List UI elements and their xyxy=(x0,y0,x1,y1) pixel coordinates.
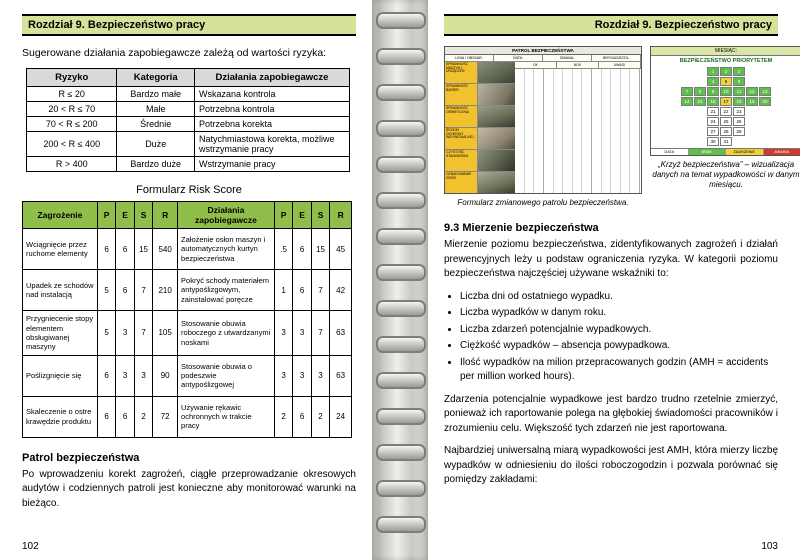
cross-cell-blank xyxy=(746,117,758,126)
cell-e: 6 xyxy=(116,229,134,270)
cell-s: 7 xyxy=(134,270,152,311)
patrol-figure-caption: Formularz zmianowego patrolu bezpieczeństwa. xyxy=(457,198,629,207)
cross-cell: 14 xyxy=(681,97,693,106)
cell-action: Wstrzymanie pracy xyxy=(194,157,349,172)
page-number-left: 102 xyxy=(22,541,39,552)
cross-grid xyxy=(681,67,771,146)
cell-e: 6 xyxy=(116,396,134,437)
cross-cell: 24 xyxy=(707,117,719,126)
cell-s2: 7 xyxy=(311,270,329,311)
cross-cell: 28 xyxy=(720,127,732,136)
measuring-paragraph-1: Mierzenie poziomu bezpieczeństwa, zidentyfikowanych zagrożeń i działań prewencyjnych leży u podstaw ograniczenia ryzyka. W kategorii poziomu bezpieczeństwa najczęściej używane wskaźniki to: xyxy=(444,239,778,279)
cell-risk: 200 < R ≤ 400 xyxy=(27,132,117,157)
cross-cell-blank xyxy=(681,137,693,146)
patrol-photo xyxy=(478,128,515,149)
cell-action: Potrzebna kontrola xyxy=(194,102,349,117)
r2-col-header: R xyxy=(330,202,352,229)
cross-cell-blank xyxy=(759,77,771,86)
cross-cell: 27 xyxy=(707,127,719,136)
cell-p: 6 xyxy=(97,396,115,437)
patrol-col-nok: NOK xyxy=(557,62,599,68)
cell-p2: 1 xyxy=(274,270,292,311)
cell-risk: 70 < R ≤ 200 xyxy=(27,117,117,132)
cell-category: Bardzo duże xyxy=(117,157,195,172)
patrol-col-ok: OK xyxy=(515,62,557,68)
e-col-header: E xyxy=(116,202,134,229)
cell-s2: 7 xyxy=(311,311,329,356)
patrol-foreman-field: BRYGADZISTA: xyxy=(592,55,641,61)
cross-cell-blank xyxy=(746,127,758,136)
cell-r: 105 xyxy=(153,311,178,356)
cell-r2: 42 xyxy=(330,270,352,311)
cell-p: 5 xyxy=(97,270,115,311)
cell-r2: 63 xyxy=(330,355,352,396)
cross-cell-blank xyxy=(681,67,693,76)
cross-cell: 19 xyxy=(746,97,758,106)
patrol-photo xyxy=(478,62,515,83)
cell-category: Małe xyxy=(117,102,195,117)
s2-col-header: S xyxy=(311,202,329,229)
cell-p2: 3 xyxy=(274,355,292,396)
cross-cell: 10 xyxy=(720,87,732,96)
cross-cell: 26 xyxy=(733,117,745,126)
patrol-photo-row xyxy=(445,172,515,193)
spiral-coil xyxy=(376,262,424,280)
table-row xyxy=(27,87,350,102)
table-row xyxy=(27,117,350,132)
cell-risk: R > 400 xyxy=(27,157,117,172)
cross-cell-blank xyxy=(694,137,706,146)
cross-cell: 3 xyxy=(733,67,745,76)
table-row xyxy=(27,157,350,172)
spiral-coil xyxy=(376,10,424,28)
cell-r2: 45 xyxy=(330,229,352,270)
cell-r2: 63 xyxy=(330,311,352,356)
legend-none: BRAK xyxy=(689,149,727,155)
cross-cell: 12 xyxy=(746,87,758,96)
cross-cell-blank xyxy=(694,77,706,86)
patrol-photo-row xyxy=(445,150,515,172)
page-number-right: 103 xyxy=(761,541,778,552)
patrol-row-caption: SPRAWNOŚĆ MASZYN I URZĄDZEŃ xyxy=(445,62,478,83)
cross-cell: 2 xyxy=(720,67,732,76)
cell-s2: 3 xyxy=(311,355,329,396)
risk-score-form-table xyxy=(22,201,352,438)
patrol-photo xyxy=(478,150,515,171)
cross-cell: 17 xyxy=(720,97,732,106)
table-row xyxy=(23,270,352,311)
patrol-row-caption: SPRAWNOŚĆ BARIER xyxy=(445,84,478,105)
cell-category: Bardzo małe xyxy=(117,87,195,102)
cross-cell-blank xyxy=(681,77,693,86)
cross-cell-blank xyxy=(746,107,758,116)
cross-cell-blank xyxy=(694,117,706,126)
cell-s: 3 xyxy=(134,355,152,396)
cross-cell-blank xyxy=(759,127,771,136)
legend-date: DATA xyxy=(651,149,689,155)
indicators-list xyxy=(460,290,778,385)
cell-action: Stosowanie obuwia roboczego z utwardzanymi noskami xyxy=(178,311,275,356)
cell-s: 15 xyxy=(134,229,152,270)
cell-hazard: Poślizgnięcie się xyxy=(23,355,98,396)
patrol-section-title: Patrol bezpieczeństwa xyxy=(22,451,140,464)
cell-p: 6 xyxy=(97,355,115,396)
cell-r: 90 xyxy=(153,355,178,396)
spiral-coil xyxy=(376,82,424,100)
list-item: • Ilość wypadków na milion przepracowanych godzin (AMH = accidents per million worked hours). xyxy=(460,356,778,385)
spiral-coil xyxy=(376,298,424,316)
cell-risk: R ≤ 20 xyxy=(27,87,117,102)
cell-category: Duże xyxy=(117,132,195,157)
cell-p2: .5 xyxy=(274,229,292,270)
p-col-header: P xyxy=(97,202,115,229)
cross-figure-caption: „Krzyż bezpieczeństwa” – wizualizacja danych na temat wypadkowości w danym miesiącu. xyxy=(652,160,800,189)
cell-e: 3 xyxy=(116,355,134,396)
cell-e: 6 xyxy=(116,270,134,311)
spiral-coil xyxy=(376,442,424,460)
cross-legend xyxy=(651,148,800,155)
figures-row xyxy=(444,46,800,208)
cell-p2: 2 xyxy=(274,396,292,437)
cross-cell: 18 xyxy=(733,97,745,106)
category-col-header: Kategoria xyxy=(117,69,195,87)
cross-cell-blank xyxy=(694,127,706,136)
cell-s2: 2 xyxy=(311,396,329,437)
patrol-section-body: Po wprowadzeniu korekt zagrożeń, ciągłe przeprowadzanie okresowych audytów i codziennych patroli jest konieczne aby monitorować warunki na bieżąco. xyxy=(22,468,356,509)
cell-p: 6 xyxy=(97,229,115,270)
risk-col-header: Ryzyko xyxy=(27,69,117,87)
cell-action: Natychmiastowa korekta, możliwe wstrzymanie pracy xyxy=(194,132,349,157)
table-header-row xyxy=(27,69,350,87)
legend-failure: AWARIA xyxy=(764,149,800,155)
r-col-header: R xyxy=(153,202,178,229)
list-item: • Liczba wypadków w danym roku. xyxy=(460,306,778,321)
cross-cell: 1 xyxy=(707,67,719,76)
patrol-grid-header xyxy=(515,62,641,69)
cell-hazard: Wciągnięcie przez ruchome elementy xyxy=(23,229,98,270)
left-page xyxy=(0,0,372,560)
safety-cross-figure-wrap xyxy=(650,46,800,190)
cross-cell-blank xyxy=(681,127,693,136)
cross-cell: 7 xyxy=(681,87,693,96)
cross-cell-blank xyxy=(733,137,745,146)
spiral-coil xyxy=(376,46,424,64)
table-row xyxy=(23,355,352,396)
actions-col-header: Działania zapobiegawcze xyxy=(178,202,275,229)
cell-hazard: Skaleczenie o ostre krawędzie produktu xyxy=(23,396,98,437)
patrol-date-field: DATA: xyxy=(494,55,543,61)
table-row xyxy=(27,102,350,117)
patrol-form-figure xyxy=(444,46,642,194)
cell-action: Potrzebna korekta xyxy=(194,117,349,132)
book-spine xyxy=(372,0,428,560)
cell-hazard: Przygniecenie stopy elementem obsługiwanej maszyny xyxy=(23,311,98,356)
left-lead-text: Sugerowane działania zapobiegawcze zależą od wartości ryzyka: xyxy=(22,47,327,59)
cell-e2: 6 xyxy=(293,396,311,437)
right-chapter-header: Rozdział 9. Bezpieczeństwo pracy xyxy=(444,14,778,36)
cell-p2: 3 xyxy=(274,311,292,356)
patrol-row-caption: ŚRODKI OCHRONY INDYWIDUALNEJ xyxy=(445,128,478,149)
table-row xyxy=(27,132,350,157)
cell-e2: 6 xyxy=(293,270,311,311)
spiral-coil xyxy=(376,478,424,496)
patrol-photo xyxy=(478,106,515,127)
cross-cell-blank xyxy=(746,77,758,86)
patrol-row-caption: CZYSTOŚĆ STANOWISKA xyxy=(445,150,478,171)
patrol-grid-cells xyxy=(515,69,641,193)
table-header-row xyxy=(23,202,352,229)
cell-p: 5 xyxy=(97,311,115,356)
cross-cell: 9 xyxy=(707,87,719,96)
cross-cell-blank xyxy=(694,107,706,116)
patrol-form-figure-wrap xyxy=(444,46,642,208)
table-row xyxy=(23,311,352,356)
cross-cell-blank xyxy=(759,117,771,126)
form-title: Formularz Risk Score xyxy=(136,184,242,197)
safety-cross-figure xyxy=(650,46,800,156)
patrol-shift-field: ZMIANA: xyxy=(543,55,592,61)
cell-e: 3 xyxy=(116,311,134,356)
measuring-paragraph-3: Najbardziej uniwersalną miarą wypadkowości jest AMH, która mierzy liczbę wypadków w odniesieniu do ilości roboczogodzin i pozwala porównać się pomiędzy zakładami: xyxy=(444,445,778,485)
patrol-photo xyxy=(478,172,515,193)
hazard-col-header: Zagrożenie xyxy=(23,202,98,229)
cross-cell: 16 xyxy=(707,97,719,106)
cross-cell-blank xyxy=(746,137,758,146)
patrol-form-subheader xyxy=(445,55,641,62)
cross-cell: 25 xyxy=(720,117,732,126)
patrol-photo xyxy=(478,84,515,105)
cross-cell-blank xyxy=(681,117,693,126)
cell-r: 540 xyxy=(153,229,178,270)
left-chapter-header: Rozdział 9. Bezpieczeństwo pracy xyxy=(22,14,356,36)
measuring-paragraph-2: Zdarzenia potencjalnie wypadkowe jest bardzo trudno rzetelnie zmierzyć, ponieważ ich raportowanie polega na głębokiej świadomości pracowników i zrozumieniu celu. Większość tych zdarzeń nie jest raportowana. xyxy=(444,393,778,434)
cross-cell: 15 xyxy=(694,97,706,106)
cross-cell: 21 xyxy=(707,107,719,116)
patrol-row-caption: SPRAWNOŚĆ OŚWIETLENIA xyxy=(445,106,478,127)
cell-action: Stosowanie obuwia o podeszwie antypoślizgowej xyxy=(178,355,275,396)
cross-cell: 23 xyxy=(733,107,745,116)
cell-category: Średnie xyxy=(117,117,195,132)
cell-r: 72 xyxy=(153,396,178,437)
patrol-photo-column xyxy=(445,62,515,193)
patrol-form-title: PATROL BEZPIECZEŃSTWA xyxy=(445,47,641,55)
cell-e2: 6 xyxy=(293,229,311,270)
cell-s: 7 xyxy=(134,311,152,356)
cross-cell-blank xyxy=(694,67,706,76)
right-page xyxy=(428,0,800,560)
list-item: • Ciężkość wypadków – absencja powypadkowa. xyxy=(460,339,778,354)
cross-cell: 11 xyxy=(733,87,745,96)
spiral-coil xyxy=(376,406,424,424)
cross-cell: 6 xyxy=(733,77,745,86)
s-col-header: S xyxy=(134,202,152,229)
spiral-coil xyxy=(376,370,424,388)
cross-month-label: MIESIĄC: xyxy=(651,47,800,56)
measuring-section-title: 9.3 Mierzenie bezpieczeństwa xyxy=(444,222,599,234)
cross-cell: 20 xyxy=(759,97,771,106)
spiral-coil xyxy=(376,226,424,244)
cell-s: 2 xyxy=(134,396,152,437)
cross-cell-blank xyxy=(681,107,693,116)
cross-cell: 8 xyxy=(694,87,706,96)
cell-r2: 24 xyxy=(330,396,352,437)
spiral-coil xyxy=(376,154,424,172)
patrol-row-caption: OZNAKOWANIE DRÓG xyxy=(445,172,478,193)
cross-title: BEZPIECZEŃSTWO PRIORYTETEM xyxy=(679,58,773,64)
table-row xyxy=(23,396,352,437)
patrol-photo-row xyxy=(445,62,515,84)
p2-col-header: P xyxy=(274,202,292,229)
list-item: • Liczba zdarzeń potencjalnie wypadkowych. xyxy=(460,323,778,338)
cross-cell: 31 xyxy=(720,137,732,146)
e2-col-header: E xyxy=(293,202,311,229)
actions-col-header: Działania zapobiegawcze xyxy=(194,69,349,87)
cell-e2: 3 xyxy=(293,355,311,396)
cell-hazard: Upadek ze schodów nad instalacją xyxy=(23,270,98,311)
cell-r: 210 xyxy=(153,270,178,311)
patrol-col-notes: UWAGI xyxy=(599,62,641,68)
cell-action: Wskazana kontrola xyxy=(194,87,349,102)
cross-cell: 4 xyxy=(707,77,719,86)
cross-cell-blank xyxy=(759,67,771,76)
cross-cell: 29 xyxy=(733,127,745,136)
cross-cell-blank xyxy=(759,137,771,146)
cross-cell: 22 xyxy=(720,107,732,116)
cell-action: Założenie osłon maszyn i automatycznych kurtyn bezpieczeństwa xyxy=(178,229,275,270)
spiral-coil xyxy=(376,118,424,136)
cross-cell-blank xyxy=(746,67,758,76)
patrol-subtitle: LINIA / OBSZAR: xyxy=(445,55,494,61)
cell-risk: 20 < R ≤ 70 xyxy=(27,102,117,117)
table-row xyxy=(23,229,352,270)
spiral-coil xyxy=(376,190,424,208)
legend-event: ZDARZENIE xyxy=(726,149,764,155)
cross-cell: 5 xyxy=(720,77,732,86)
cell-action: Pokryć schody materiałem antypoślizgowym, zainstalować poręcze xyxy=(178,270,275,311)
cell-e2: 3 xyxy=(293,311,311,356)
cross-cell-blank xyxy=(759,107,771,116)
cell-s2: 15 xyxy=(311,229,329,270)
cross-cell: 30 xyxy=(707,137,719,146)
patrol-checklist-grid xyxy=(515,62,641,193)
spiral-coil xyxy=(376,514,424,532)
risk-category-table xyxy=(26,68,350,172)
list-item: • Liczba dni od ostatniego wypadku. xyxy=(460,290,778,305)
spiral-coil xyxy=(376,334,424,352)
patrol-photo-row xyxy=(445,128,515,150)
cell-action: Używanie rękawic ochronnych w trakcie pracy xyxy=(178,396,275,437)
patrol-photo-row xyxy=(445,106,515,128)
patrol-photo-row xyxy=(445,84,515,106)
cross-cell: 13 xyxy=(759,87,771,96)
cross-body xyxy=(651,65,800,148)
patrol-form-body xyxy=(445,62,641,193)
